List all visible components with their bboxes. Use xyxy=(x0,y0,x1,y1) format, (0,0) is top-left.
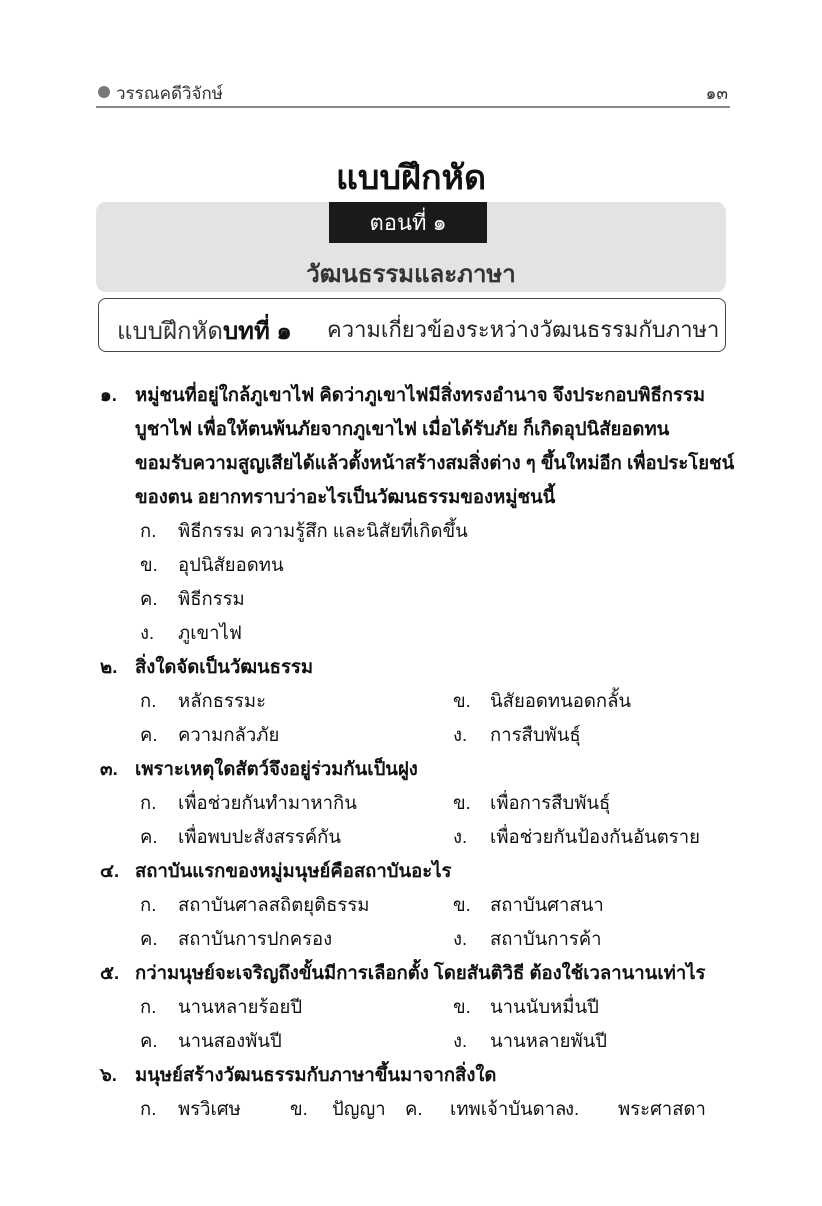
option-letter: ค. xyxy=(405,1098,423,1119)
option-letter: ง. xyxy=(140,622,155,643)
option-letter: ก. xyxy=(140,792,157,813)
option-letter: ก. xyxy=(140,894,157,915)
question-number: ๔. xyxy=(100,860,120,881)
option-text[interactable]: เพื่อช่วยกันทำมาหากิน xyxy=(178,792,357,813)
option-text[interactable]: นิสัยอดทนอดกลั้น xyxy=(490,690,632,711)
option-row xyxy=(100,684,740,718)
question-line xyxy=(100,956,740,990)
option-row xyxy=(100,922,740,956)
option-letter: ค. xyxy=(140,588,158,609)
option-letter: ข. xyxy=(140,554,158,575)
question-text: กว่ามนุษย์จะเจริญถึงขั้นมีการเลือกตั้ง โดยสันติวิธี ต้องใช้เวลานานเท่าไร xyxy=(135,962,706,983)
page-title: แบบฝึกหัด xyxy=(335,159,487,197)
option-letter: ค. xyxy=(140,928,158,949)
option-row xyxy=(100,616,740,650)
question-number: ๓. xyxy=(100,758,118,779)
option-letter: ง. xyxy=(453,724,468,745)
option-text[interactable]: พรวิเศษ xyxy=(178,1098,241,1119)
question-line xyxy=(100,752,740,786)
option-text[interactable]: ความกลัวภัย xyxy=(178,724,280,745)
option-text[interactable]: เพื่อการสืบพันธุ์ xyxy=(490,792,611,813)
question-text: มนุษย์สร้างวัฒนธรรมกับภาษาขึ้นมาจากสิ่งใด xyxy=(135,1064,497,1085)
question-number: ๖. xyxy=(100,1064,117,1085)
option-row xyxy=(100,1024,740,1058)
option-row xyxy=(100,718,740,752)
part-banner xyxy=(96,202,726,292)
chapter-title: ความเกี่ยวข้องระหว่างวัฒนธรรมกับภาษา xyxy=(327,317,720,342)
option-row xyxy=(100,888,740,922)
option-text[interactable]: พิธีกรรม ความรู้สึก และนิสัยที่เกิดขึ้น xyxy=(178,520,468,541)
book-title: วรรณคดีวิจักษ์ xyxy=(116,84,223,103)
chapter-label xyxy=(117,311,292,350)
option-letter: ค. xyxy=(140,826,158,847)
option-row xyxy=(100,1092,740,1126)
question-text: สถาบันแรกของหมู่มนุษย์คือสถาบันอะไร xyxy=(135,860,452,881)
option-row xyxy=(100,514,740,548)
question-text: ของตน อยากทราบว่าอะไรเป็นวัฒนธรรมของหมู่ชนนี้ xyxy=(135,486,556,507)
option-letter: ก. xyxy=(140,690,157,711)
question-text: สิ่งใดจัดเป็นวัฒนธรรม xyxy=(135,656,314,677)
part-tag: ตอนที่ ๑ xyxy=(329,202,487,243)
option-row xyxy=(100,786,740,820)
option-letter: ข. xyxy=(453,792,471,813)
option-text[interactable]: อุปนิสัยอดทน xyxy=(178,554,284,575)
option-letter: ค. xyxy=(140,724,158,745)
option-letter: ง. xyxy=(453,1030,468,1051)
question-number: ๒. xyxy=(100,656,118,677)
option-letter: ง. xyxy=(453,826,468,847)
question-list xyxy=(100,378,740,1126)
option-text[interactable]: สถาบันศาสนา xyxy=(490,894,604,915)
option-text[interactable]: พิธีกรรม xyxy=(178,588,245,609)
option-text[interactable]: นานหลายพันปี xyxy=(490,1030,608,1051)
question-text: เพราะเหตุใดสัตว์จึงอยู่ร่วมกันเป็นฝูง xyxy=(135,758,418,779)
option-letter: ข. xyxy=(290,1098,308,1119)
option-text[interactable]: ปัญญา xyxy=(332,1098,386,1119)
option-row xyxy=(100,582,740,616)
chapter-box xyxy=(98,298,726,352)
option-letter: ก. xyxy=(140,996,157,1017)
option-text[interactable]: ภูเขาไฟ xyxy=(178,622,242,643)
option-letter: ข. xyxy=(453,690,471,711)
option-text[interactable]: สถาบันศาลสถิตยุติธรรม xyxy=(178,894,370,915)
option-row xyxy=(100,990,740,1024)
question-number: ๑. xyxy=(100,384,117,405)
option-letter: ง. xyxy=(565,1098,580,1119)
question-text: ขอมรับความสูญเสียได้แล้วตั้งหน้าสร้างสมสิ่งต่าง ๆ ขึ้นใหม่อีก เพื่อประโยชน์ xyxy=(135,452,735,473)
question-line xyxy=(100,446,740,480)
option-letter: ก. xyxy=(140,520,157,541)
option-text[interactable]: เพื่อช่วยกันป้องกันอันตราย xyxy=(490,826,700,847)
page-number: ๑๓ xyxy=(705,84,728,103)
option-row xyxy=(100,548,740,582)
option-row xyxy=(100,820,740,854)
option-text[interactable]: เทพเจ้าบันดาล xyxy=(450,1098,567,1119)
option-letter: ค. xyxy=(140,1030,158,1051)
chapter-label-text: แบบฝึกหัด xyxy=(117,318,223,345)
option-letter: ก. xyxy=(140,1098,157,1119)
question-number: ๕. xyxy=(100,962,120,983)
question-text: บูชาไฟ เพื่อให้ตนพ้นภัยจากภูเขาไฟ เมื่อได้รับภัย ก็เกิดอุปนิสัยอดทน xyxy=(135,418,670,439)
question-line xyxy=(100,650,740,684)
option-text[interactable]: การสืบพันธุ์ xyxy=(490,724,581,745)
bullet-icon xyxy=(98,86,110,98)
option-letter: ข. xyxy=(453,996,471,1017)
option-text[interactable]: เพื่อพบปะสังสรรค์กัน xyxy=(178,826,341,847)
running-header xyxy=(96,78,730,108)
chapter-number: บทที่ ๑ xyxy=(222,318,292,345)
question-line xyxy=(100,854,740,888)
option-text[interactable]: หลักธรรมะ xyxy=(178,690,267,711)
option-letter: ง. xyxy=(453,928,468,949)
option-text[interactable]: สถาบันการปกครอง xyxy=(178,928,333,949)
option-text[interactable]: นานสองพันปี xyxy=(178,1030,282,1051)
question-line xyxy=(100,1058,740,1092)
option-text[interactable]: สถาบันการค้า xyxy=(490,928,602,949)
question-line xyxy=(100,378,740,412)
part-name: วัฒนธรรมและภาษา xyxy=(306,261,516,288)
question-text: หมู่ชนที่อยู่ใกล้ภูเขาไฟ คิดว่าภูเขาไฟมีสิ่งทรงอำนาจ จึงประกอบพิธีกรรม xyxy=(135,384,706,405)
option-text[interactable]: นานนับหมื่นปี xyxy=(490,996,599,1017)
option-letter: ข. xyxy=(453,894,471,915)
question-line xyxy=(100,480,740,514)
option-text[interactable]: นานหลายร้อยปี xyxy=(178,996,303,1017)
option-text[interactable]: พระศาสดา xyxy=(618,1098,706,1119)
question-line xyxy=(100,412,740,446)
